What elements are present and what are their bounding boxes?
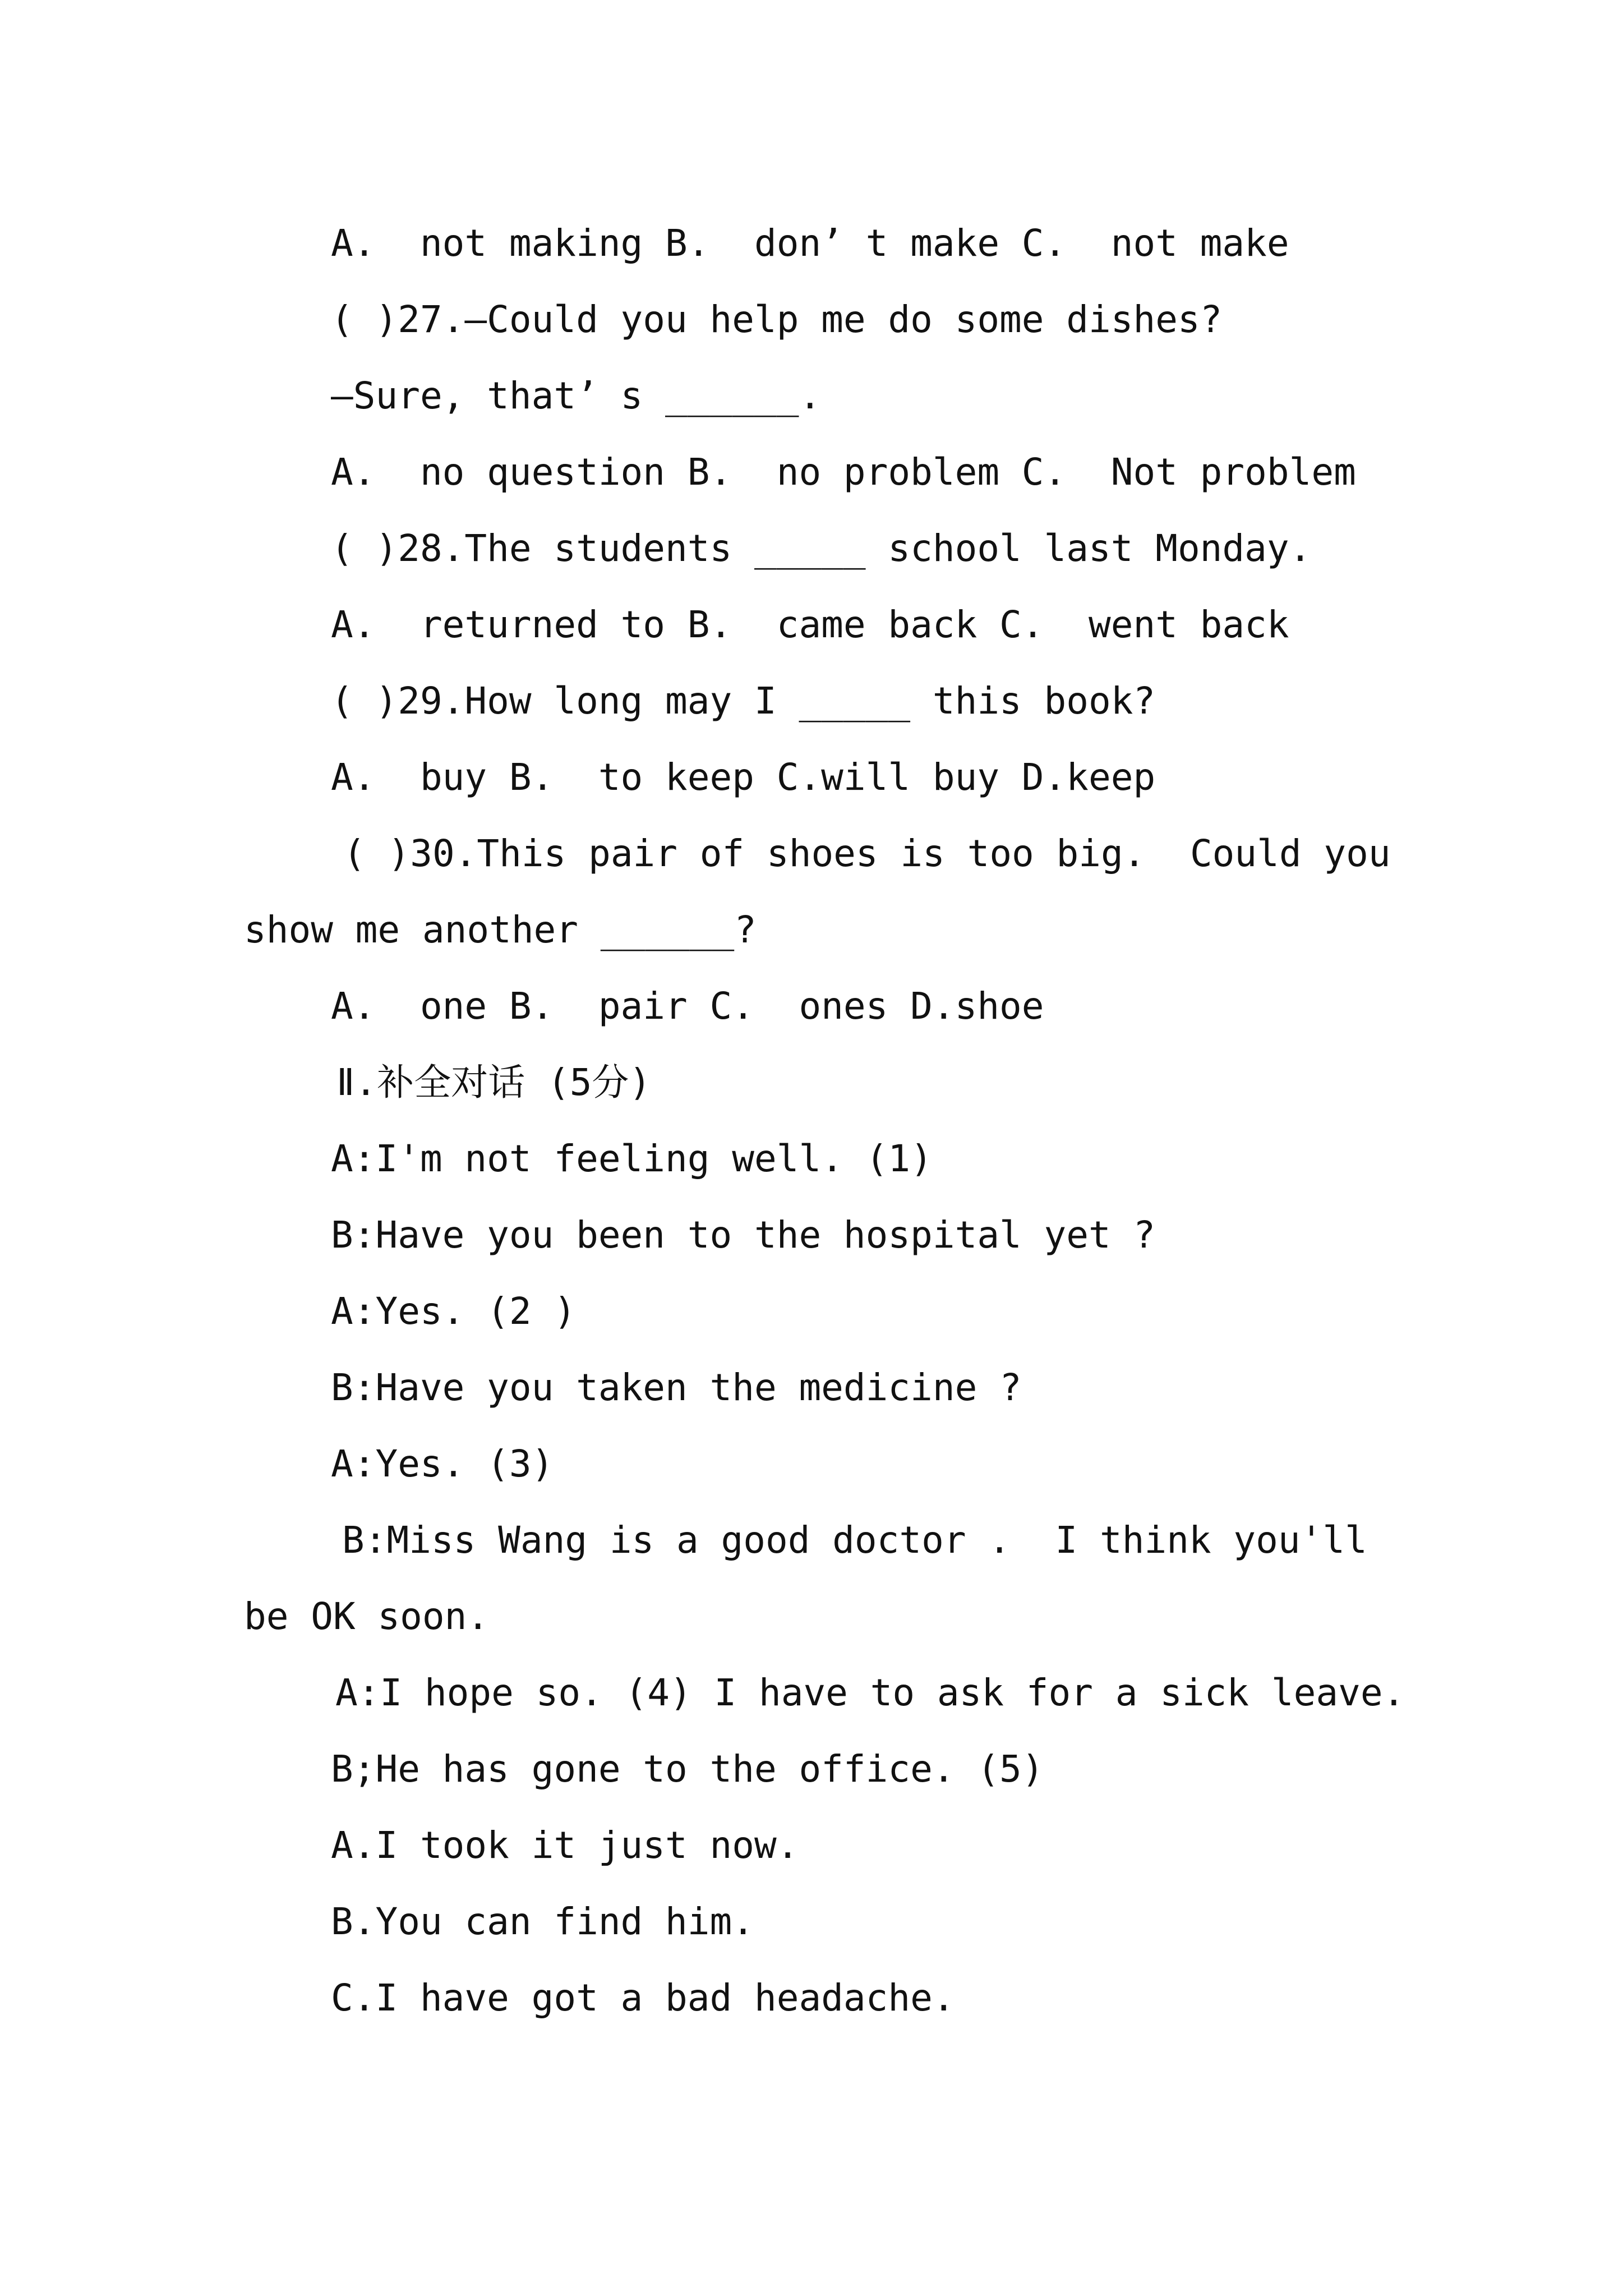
answer-option: B.You can find him.	[331, 1900, 754, 1943]
question-27-prompt: ( )27.—Could you help me do some dishes?	[331, 298, 1223, 341]
question-27-options: A. no question B. no problem C. Not problem	[331, 450, 1356, 494]
dialogue-line: B;He has gone to the office. (5)	[331, 1747, 1044, 1791]
dialogue-line: A:I hope so. (4) I have to ask for a sick leave.	[335, 1671, 1405, 1714]
question-30-prompt-continued: show me another ______?	[244, 908, 757, 951]
dialogue-line: A:Yes. (3)	[331, 1442, 554, 1485]
question-27-response: —Sure, that’ s ______.	[331, 374, 822, 417]
question-30-options: A. one B. pair C. ones D.shoe	[331, 984, 1044, 1028]
dialogue-line: B:Miss Wang is a good doctor . I think you'll	[342, 1519, 1367, 1562]
answer-option: A.I took it just now.	[331, 1824, 799, 1867]
section-heading: Ⅱ.补全对话 (5分)	[336, 1061, 652, 1104]
dialogue-line: B:Have you taken the medicine ?	[331, 1366, 1022, 1409]
question-30-prompt: ( )30.This pair of shoes is too big. Could you	[343, 832, 1391, 875]
dialogue-line: A:I'm not feeling well. (1)	[331, 1137, 933, 1180]
question-28-prompt: ( )28.The students _____ school last Monday.	[331, 527, 1312, 570]
question-26-options: A. not making B. don’ t make C. not make	[331, 222, 1289, 265]
question-29-prompt: ( )29.How long may I _____ this book?	[331, 679, 1156, 723]
answer-option: C.I have got a bad headache.	[331, 1976, 955, 2019]
question-29-options: A. buy B. to keep C.will buy D.keep	[331, 756, 1156, 799]
dialogue-line: A:Yes. (2 )	[331, 1290, 577, 1333]
dialogue-line: B:Have you been to the hospital yet ?	[331, 1213, 1156, 1257]
question-28-options: A. returned to B. came back C. went back	[331, 603, 1289, 646]
dialogue-line-continued: be OK soon.	[244, 1595, 490, 1638]
